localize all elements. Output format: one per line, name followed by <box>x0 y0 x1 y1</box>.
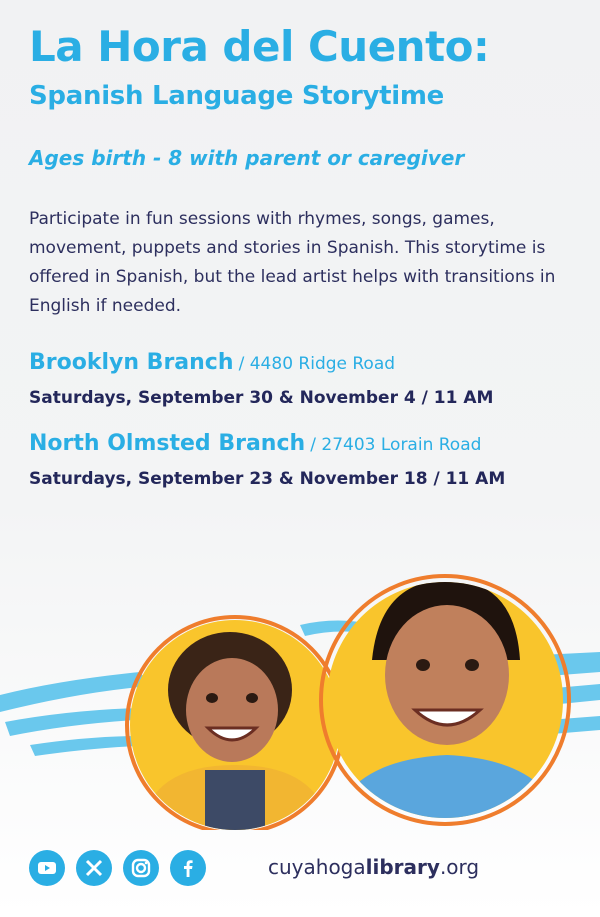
page-title: La Hora del Cuento: <box>29 22 490 71</box>
age-range: Ages birth - 8 with parent or caregiver <box>29 146 465 170</box>
website-prefix: cuyahoga <box>268 855 366 879</box>
instagram-icon[interactable] <box>123 850 159 886</box>
youtube-icon[interactable] <box>29 850 65 886</box>
website-bold: library <box>365 855 440 879</box>
branch-schedule: Saturdays, September 23 & November 18 / 11 AM <box>29 469 506 489</box>
branch-name: North Olmsted Branch <box>29 431 306 456</box>
website-link[interactable] <box>268 855 479 879</box>
page-subtitle: Spanish Language Storytime <box>29 81 444 111</box>
branch-schedule: Saturdays, September 30 & November 4 / 11 AM <box>29 388 494 408</box>
x-icon[interactable] <box>76 850 112 886</box>
website-suffix: .org <box>439 855 480 879</box>
facebook-icon[interactable] <box>170 850 206 886</box>
branch-name: Brooklyn Branch <box>29 350 234 375</box>
branch-address: / 27403 Lorain Road <box>310 435 482 455</box>
branch-heading-north-olmsted <box>29 431 481 456</box>
branch-address: / 4480 Ridge Road <box>238 354 396 374</box>
branch-heading-brooklyn <box>29 350 395 375</box>
children-photo-illustration <box>0 560 600 830</box>
program-description: Participate in fun sessions with rhymes, songs, games, movement, puppets and stories in Spanish. This storytime is offered in Spanish, but the lead artist helps with transitions in English if needed. <box>29 209 556 316</box>
